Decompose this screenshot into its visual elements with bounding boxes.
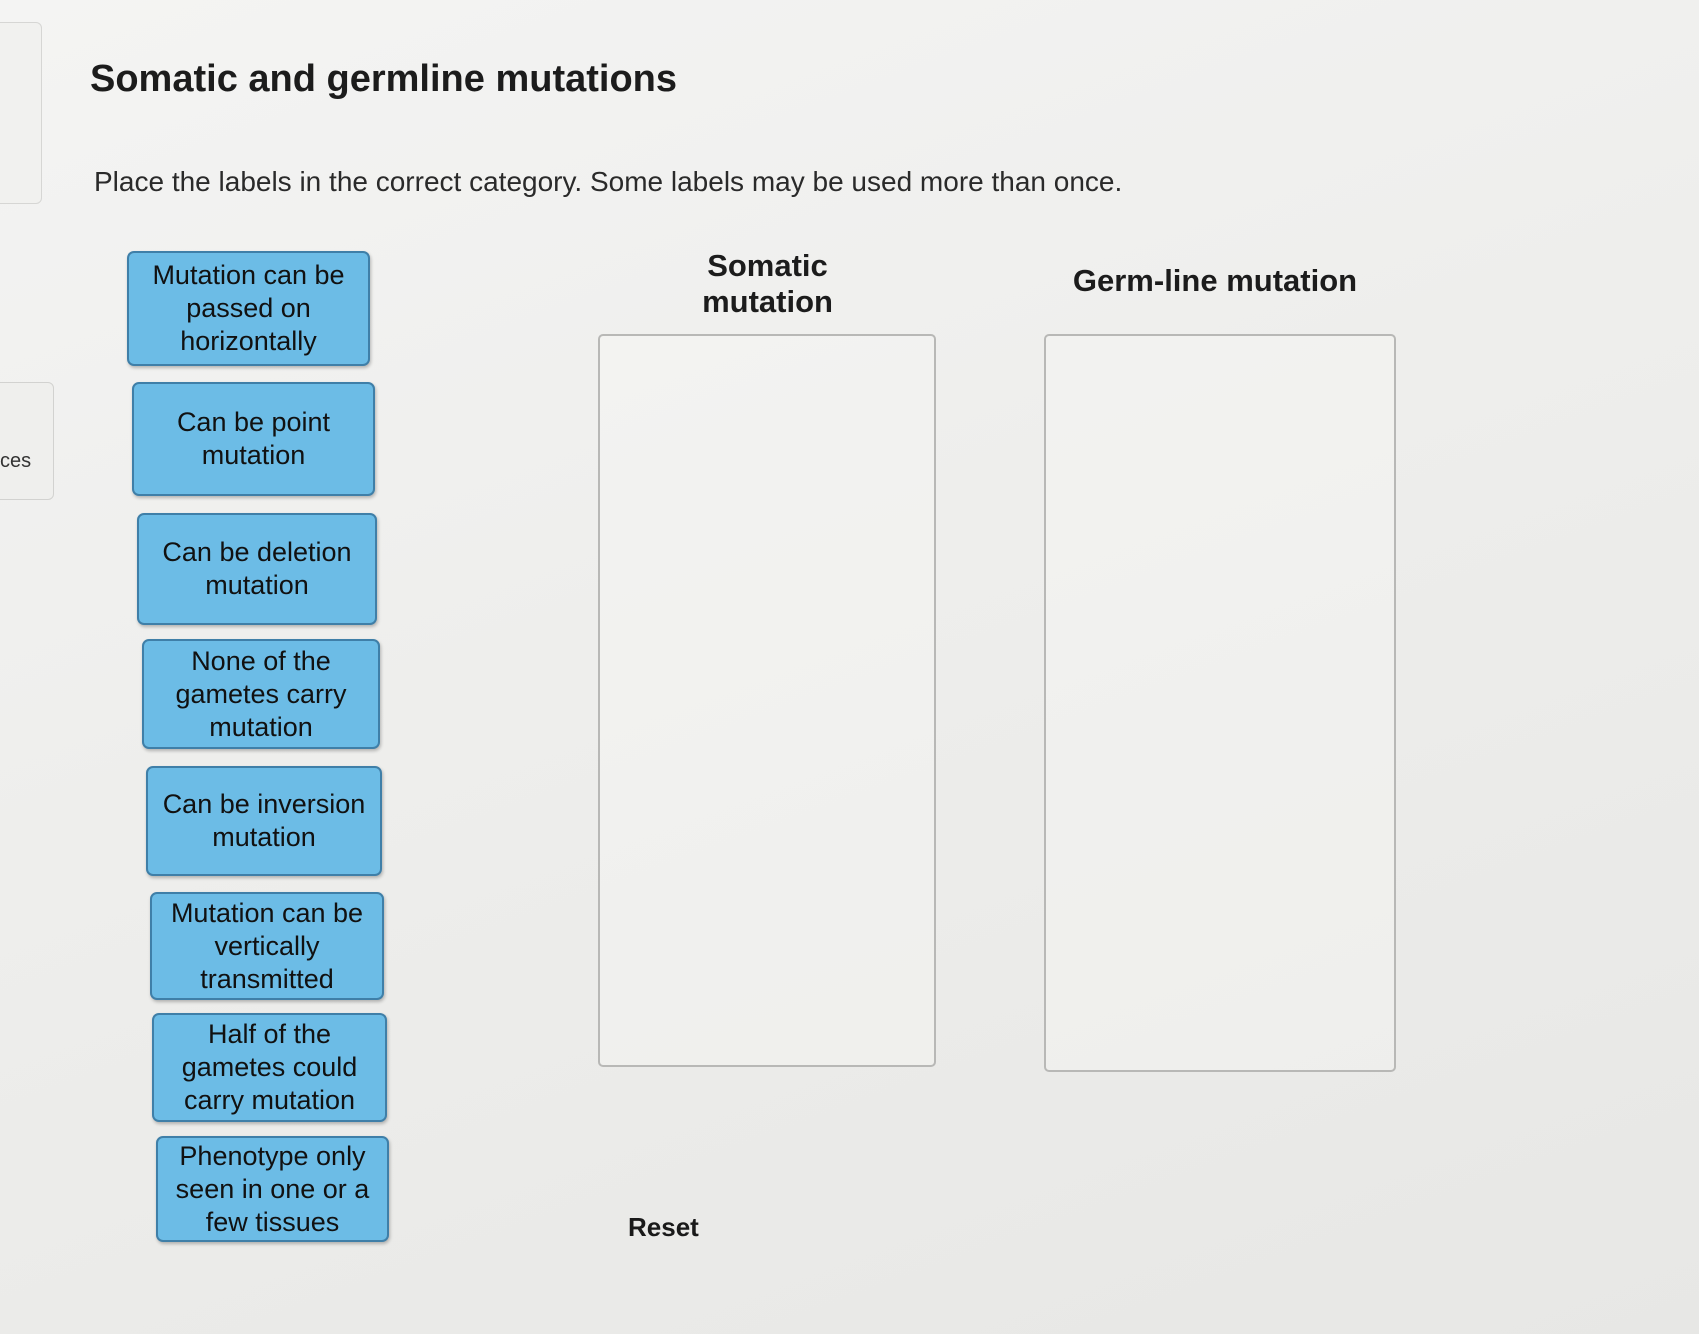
side-panel-top: [0, 22, 42, 204]
label-card-point-mutation[interactable]: Can be point mutation: [132, 382, 375, 496]
drop-zone-germline[interactable]: [1044, 334, 1396, 1072]
page-title: Somatic and germline mutations: [90, 58, 677, 100]
instructions-text: Place the labels in the correct category. Some labels may be used more than once.: [94, 166, 1123, 197]
label-card-no-gametes[interactable]: None of the gametes carry mutation: [142, 639, 380, 749]
label-card-inversion-mutation[interactable]: Can be inversion mutation: [146, 766, 382, 876]
label-card-phenotype-tissues[interactable]: Phenotype only seen in one or a few tissues: [156, 1136, 389, 1242]
label-card-vertically-transmitted[interactable]: Mutation can be vertically transmitted: [150, 892, 384, 1000]
label-card-half-gametes[interactable]: Half of the gametes could carry mutation: [152, 1013, 387, 1122]
reset-button[interactable]: Reset: [628, 1212, 699, 1242]
drop-zone-somatic[interactable]: [598, 334, 936, 1067]
side-panel-tab[interactable]: [0, 382, 54, 500]
side-panel-tab-label: ces: [0, 450, 32, 472]
category-title-somatic: Somatic mutation: [702, 248, 833, 319]
label-card-passed-horizontally[interactable]: Mutation can be passed on horizontally: [127, 251, 370, 366]
label-card-deletion-mutation[interactable]: Can be deletion mutation: [137, 513, 377, 625]
category-title-germline: Germ-line mutation: [1072, 263, 1358, 298]
